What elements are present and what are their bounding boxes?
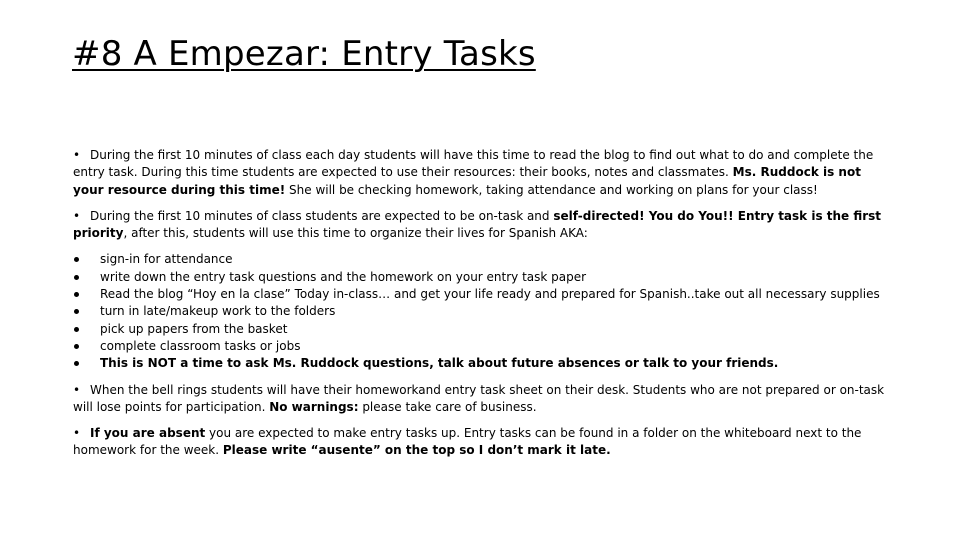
bullet: • bbox=[73, 148, 81, 162]
paragraph-text: During the first 10 minutes of class each day students will have this time to read the blog to find out what to do and complete the entry task. During this time students are expected to use their resources: their books, notes and classmates. bbox=[73, 148, 874, 180]
bullet-dot-icon bbox=[74, 309, 79, 314]
paragraph-bold-text: Please write “ausente” on the top so I don’t mark it late. bbox=[222, 443, 611, 458]
list-item bbox=[73, 269, 888, 286]
list-item-text: Read the blog “Hoy en la clase” Today in-class… and get your life ready and prepared for Spanish..take out all necessary supplies bbox=[100, 287, 880, 302]
list-item bbox=[73, 303, 888, 320]
paragraph-text: She will be checking homework, taking attendance and working on plans for your class! bbox=[285, 182, 818, 197]
slide-title: #8 A Empezar: Entry Tasks bbox=[72, 34, 536, 74]
list-item bbox=[73, 321, 888, 338]
bullet: • bbox=[73, 208, 81, 223]
paragraph-text: When the bell rings students will have their homeworkand entry task sheet on their desk. Students who are not prepared or on-task will lose points for participation. bbox=[73, 382, 885, 414]
paragraph-self-directed bbox=[73, 208, 888, 243]
bullet-dot-icon bbox=[74, 292, 79, 297]
list-item bbox=[73, 355, 888, 372]
list-item-bold-text: This is NOT a time to ask Ms. Ruddock questions, talk about future absences or talk to your friends. bbox=[100, 356, 779, 371]
paragraph-bold-text: Ms. Ruddock is not your resource during this time! bbox=[73, 165, 861, 197]
paragraph-bell-rings bbox=[73, 382, 888, 417]
bullet: • bbox=[73, 382, 81, 397]
bullet-dot-icon bbox=[74, 344, 79, 349]
bullet-dot-icon bbox=[74, 327, 79, 332]
paragraph-first-10-minutes bbox=[73, 147, 888, 199]
slide-body bbox=[73, 147, 888, 469]
paragraph-bold-text: No warnings: bbox=[269, 399, 359, 414]
bullet-dot-icon bbox=[74, 257, 79, 262]
paragraph-text: you are expected to make entry tasks up. Entry tasks can be found in a folder on the whiteboard next to the homework for the week. bbox=[73, 426, 862, 458]
list-item-text: complete classroom tasks or jobs bbox=[100, 338, 301, 353]
list-item-text: write down the entry task questions and the homework on your entry task paper bbox=[100, 269, 587, 284]
bullet: • bbox=[73, 426, 81, 441]
aka-task-list bbox=[73, 251, 888, 372]
paragraph-text: During the first 10 minutes of class students are expected to be on-task and bbox=[90, 208, 554, 223]
list-item-text: sign-in for attendance bbox=[100, 252, 233, 267]
list-item bbox=[73, 286, 888, 303]
bullet-dot-icon bbox=[74, 275, 79, 280]
paragraph-bold-text: If you are absent bbox=[90, 426, 206, 441]
paragraph-text: please take care of business. bbox=[358, 399, 537, 414]
paragraph-bold-text: self-directed! You do You!! Entry task is the first priority bbox=[73, 208, 882, 241]
bullet-dot-icon bbox=[74, 361, 79, 366]
list-item bbox=[73, 338, 888, 355]
list-item-text: turn in late/makeup work to the folders bbox=[100, 304, 336, 319]
paragraph-absent bbox=[73, 425, 888, 460]
list-item-text: pick up papers from the basket bbox=[100, 321, 288, 336]
paragraph-text: , after this, students will use this time to organize their lives for Spanish AKA: bbox=[123, 226, 588, 241]
list-item bbox=[73, 251, 888, 268]
